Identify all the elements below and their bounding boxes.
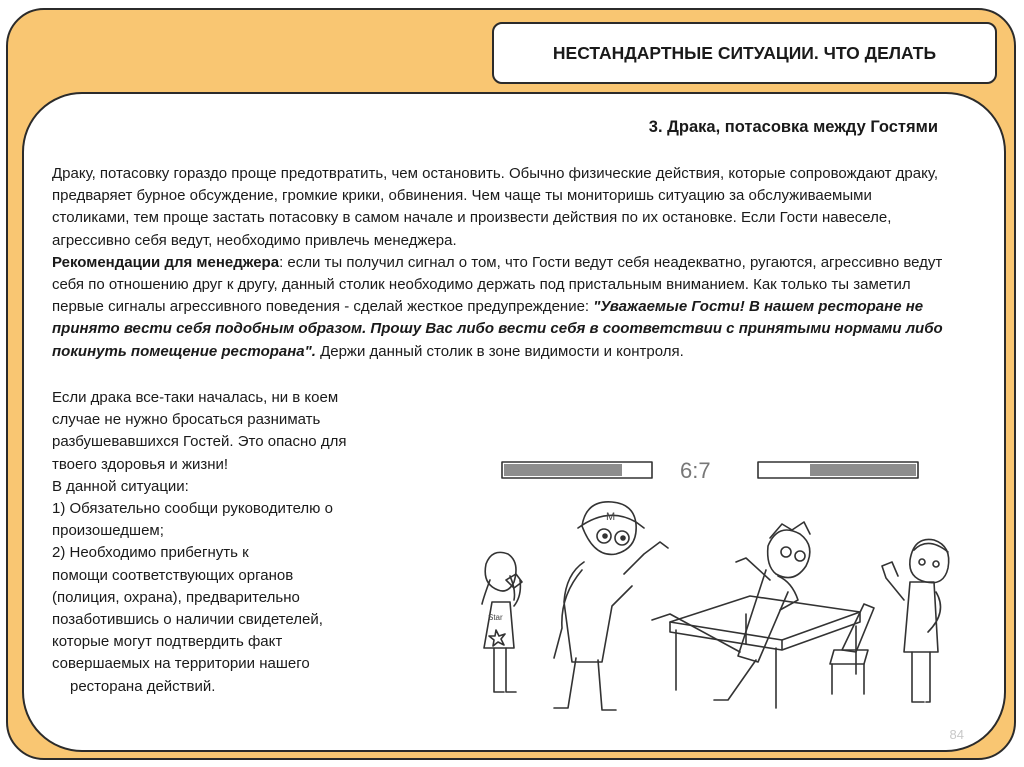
main-text (52, 163, 952, 363)
after-quote: Держи данный столик в зоне видимости и контроля. (315, 342, 684, 360)
health-bar-left (502, 462, 652, 478)
instruction-line: которые могут подтвердить факт (52, 633, 283, 651)
chair-figure (830, 604, 874, 694)
cap-letter: M (606, 511, 616, 523)
instruction-line: В данной ситуации: (52, 477, 189, 495)
instruction-line: 1) Обязательно сообщи руководителю о (52, 500, 333, 518)
instruction-line: совершаемых на территории нашего (52, 655, 310, 673)
girl-figure (482, 552, 522, 692)
page-title (492, 22, 997, 84)
page-number: 84 (949, 727, 964, 742)
instruction-line: произошедшем; (52, 522, 164, 540)
manager-text: : если ты получил сигнал о том, что Гости ведут себя неадекватно, ругаются, агрессивно ведут себя по отношению друг к другу, данный столик необходимо держать под пристальным вниманием. Как только ты заметил первые сигналы агрессивного поведения - сделай жесткое предупреждение: (52, 253, 943, 316)
fight-illustration (470, 430, 970, 730)
instruction-line: твоего здоровья и жизни! (52, 455, 229, 473)
instruction-line: 2) Необходимо прибегнуть к (52, 544, 249, 562)
instruction-line: разбушевавшихся Гостей. Это опасно для (52, 433, 347, 451)
manager-paragraph (52, 252, 952, 363)
instruction-line: Если драка все-таки началась, ни в коем (52, 389, 339, 406)
health-bar-right (758, 462, 918, 478)
score-text: 6:7 (680, 458, 711, 483)
manager-label: Рекомендации для менеджера (52, 253, 280, 271)
instruction-line: помощи соответствующих органов (52, 566, 294, 584)
girl-shirt-text: Star (488, 613, 503, 622)
instruction-line: позаботившись о наличии свидетелей, (52, 611, 323, 629)
instruction-line: (полиция, охрана), предварительно (52, 588, 300, 606)
kid-figure (882, 539, 949, 702)
instruction-line-last: ресторана действий. (70, 677, 216, 695)
intro-paragraph: Драку, потасовку гораздо проще предотвратить, чем остановить. Обычно физические действия, которые сопровождают драку, предваряет бурное обсуждение, громкие крики, обвинения. Чем чаще ты мониторишь ситуацию за обслуживаемыми столиками, тем проще застать потасовку в самом начале и произвести действия по их остановке. Если Гости навеселе, агрессивно себя ведут, необходимо привлечь менеджера. (52, 165, 939, 249)
section-title: 3. Драка, потасовка между Гостями (648, 118, 938, 136)
cap-man-figure (554, 502, 668, 710)
instruction-line: случае не нужно бросаться разнимать (52, 411, 321, 429)
fight-instructions (52, 387, 392, 698)
page-title-text: НЕСТАНДАРТНЫЕ СИТУАЦИИ. ЧТО ДЕЛАТЬ (552, 42, 937, 63)
warning-quote: "Уважаемые Гости! В нашем ресторане не принято вести себя подобным образом. Прошу Вас либо вести себя в соответствии с принятыми нормами либо покинуть помещение ресторана". (52, 298, 943, 360)
